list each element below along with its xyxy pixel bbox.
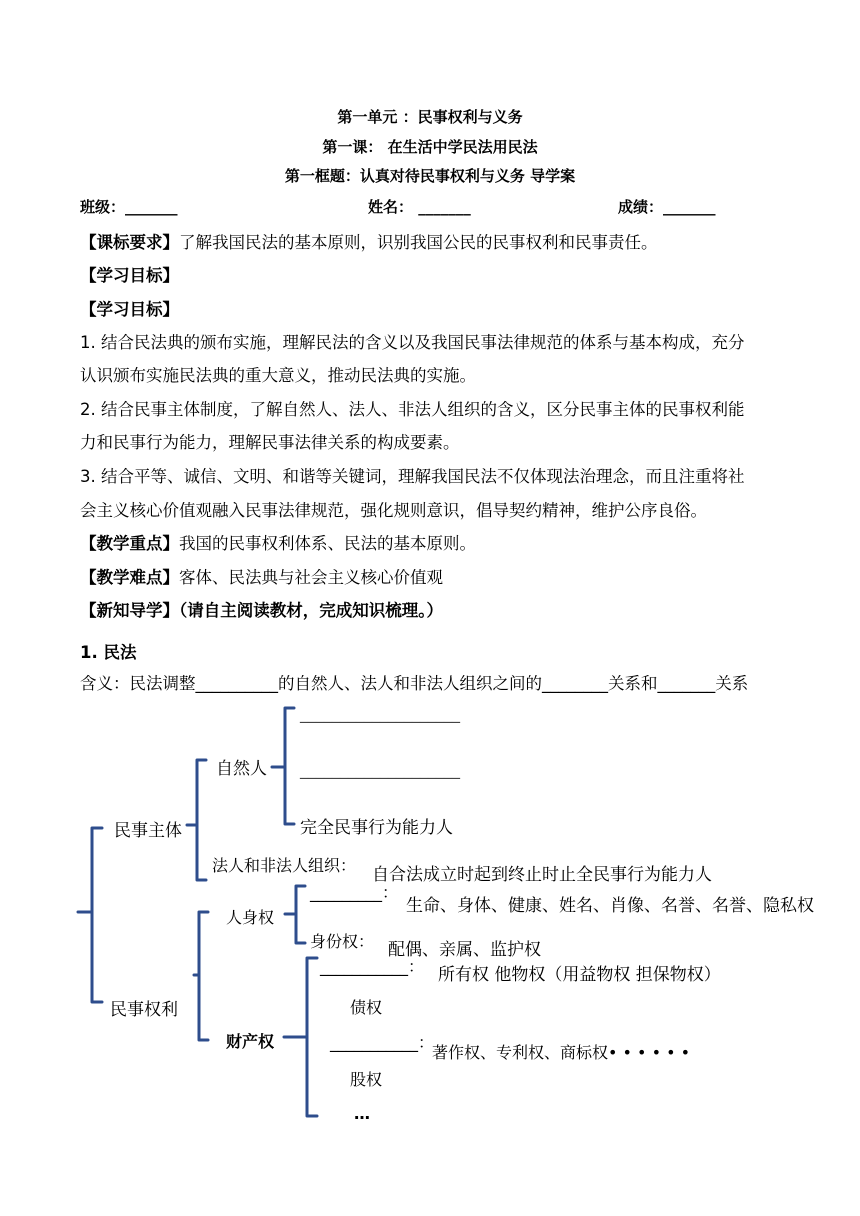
ip-right-items: 著作权、专利权、商标权• • • • • •: [432, 1043, 691, 1062]
civil-rights-label: 民事权利: [110, 1000, 178, 1020]
ellipsis-label: …: [354, 1104, 370, 1123]
key-points-text: 我国的民事权利体系、民法的基本原则。: [179, 534, 476, 553]
name-field: 姓名： _______: [368, 198, 471, 216]
bracket-civil-subject: [197, 760, 206, 880]
natural-person-blank-2: ____________________: [300, 760, 460, 779]
personality-rights-items: 生命、身体、健康、姓名、肖像、名誉、名誉、隐私权: [406, 896, 814, 916]
real-right-blank: ___________：: [320, 957, 425, 976]
unit-title: 第一单元 ：民事权利与义务: [337, 108, 523, 126]
goal-3-line-2: 会主义核心价值观融入民事法律规范，强化规则意识，倡导契约精神，维护公序良俗。: [80, 501, 707, 520]
guide-tag: 【新知导学】: [80, 601, 179, 620]
goal-2-line-2: 力和民事行为能力，理解民事法律关系的构成要素。: [80, 433, 460, 452]
standard-tag: 【课标要求】: [80, 233, 179, 252]
key-points-tag: 【教学重点】: [80, 534, 179, 553]
legal-person-description: 自合法成立时起到终止时止全民事行为能力人: [372, 865, 712, 885]
score-field: 成绩：_______: [618, 198, 716, 216]
equity-right-label: 股权: [350, 1070, 383, 1089]
goal-1-line-2: 认识颁布实施民法典的重大意义，推动民法典的实施。: [80, 366, 476, 385]
difficult-points-tag: 【教学难点】: [80, 568, 179, 587]
class-field: 班级：_______: [80, 198, 178, 216]
standard-text: 了解我国民法的基本原则，识别我国公民的民事权利和民事责任。: [179, 233, 658, 252]
civil-subject-label: 民事主体: [114, 821, 182, 841]
frame-title: 第一框题：认真对待民事权利与义务 导学案: [284, 167, 576, 185]
goal-1-line-1: 1. 结合民法典的颁布实施，理解民法的含义以及我国民事法律规范的体系与基本构成，充分: [80, 333, 745, 352]
full-capacity-label: 完全民事行为能力人: [300, 818, 453, 838]
bracket-outer: [92, 828, 102, 1002]
real-right-items: 所有权 他物权（用益物权 担保物权）: [438, 965, 721, 985]
property-rights-label: 财产权: [226, 1032, 275, 1051]
creditor-right-label: 债权: [350, 998, 383, 1017]
natural-person-blank-1: ____________________: [300, 704, 460, 723]
personal-rights-label: 人身权: [226, 908, 275, 927]
identity-rights-label: 身份权：: [310, 932, 375, 951]
identity-rights-items: 配偶、亲属、监护权: [388, 940, 541, 960]
bracket-civil-rights: [199, 912, 208, 1040]
personality-rights-blank: _________：: [310, 883, 399, 902]
goals-heading-2: 【学习目标】: [80, 300, 179, 319]
ip-right-blank: ___________：: [330, 1033, 435, 1052]
civil-law-definition: 含义：民法调整__________的自然人、法人和非法人组织之间的________关系和_______关系: [80, 674, 749, 693]
lesson-title: 第一课： 在生活中学民法用民法: [322, 138, 538, 156]
goals-heading-1: 【学习目标】: [80, 266, 179, 285]
legal-person-label: 法人和非法人组织：: [212, 856, 357, 875]
goal-2-line-1: 2. 结合民事主体制度，了解自然人、法人、非法人组织的含义，区分民事主体的民事权利能: [80, 400, 745, 419]
bracket-natural-person: [285, 708, 294, 824]
section-1-heading: 1. 民法: [80, 643, 137, 662]
guide-text: （请自主阅读教材，完成知识梳理。）: [179, 601, 443, 620]
natural-person-label: 自然人: [216, 759, 267, 779]
difficult-points-text: 客体、民法典与社会主义核心价值观: [179, 568, 443, 587]
goal-3-line-1: 3. 结合平等、诚信、文明、和谐等关键词，理解我国民法不仅体现法治理念，而且注重将社: [80, 467, 745, 486]
